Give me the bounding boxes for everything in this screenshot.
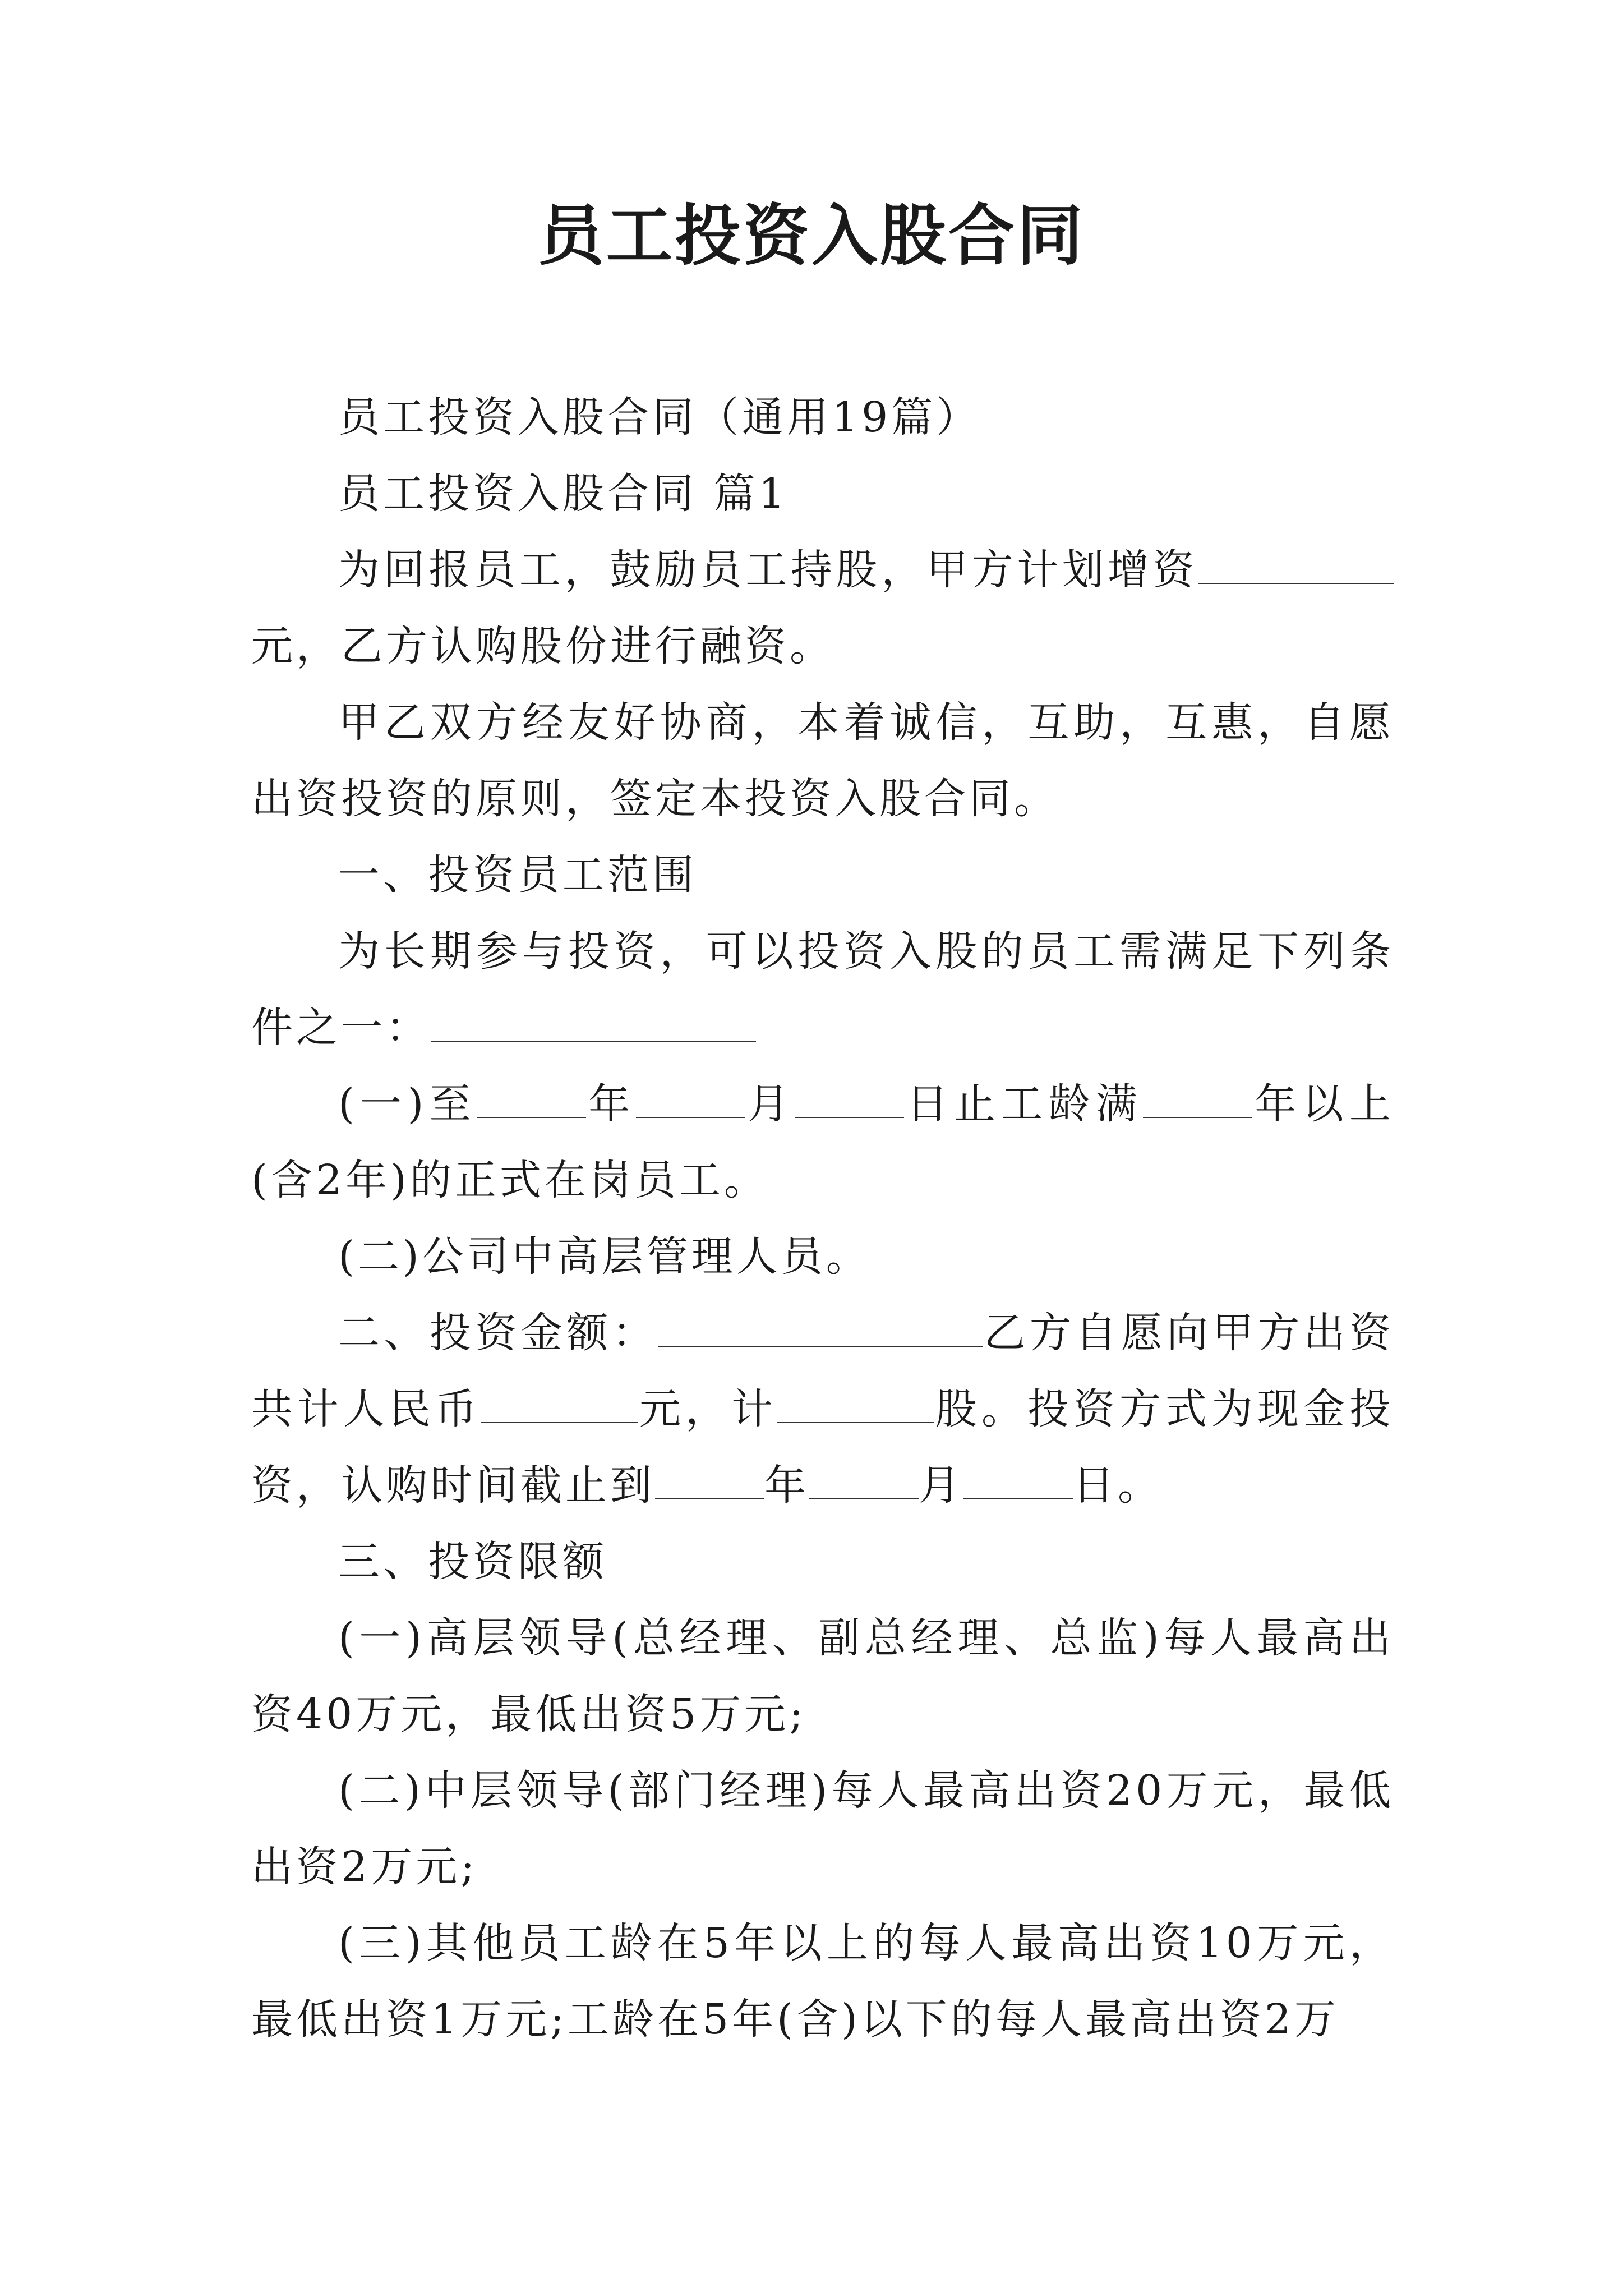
scope-condition-blank — [431, 999, 756, 1042]
amount-text-a: 二、投资金额： — [338, 1309, 658, 1357]
document-subtitle: 员工投资入股合同（通用19篇） — [338, 393, 981, 441]
deadline-day-blank — [963, 1457, 1073, 1499]
limit-3: (三)其他员工龄在5年以上的每人最高出资10万元，最低出资1万元;工龄在5年(含)以下的每人最高出资2万 — [251, 1919, 1394, 2044]
limit-2: (二)中层领导(部门经理)每人最高出资20万元，最低出资2万元; — [251, 1766, 1394, 1891]
document-title: 员工投资入股合同 — [537, 196, 1085, 274]
condition-1-text-d: 日止工龄满 — [904, 1080, 1144, 1128]
condition-1-text-b: 年 — [585, 1080, 636, 1128]
condition-1-text-e: 年以上(含2年)的正式在岗员工。 — [251, 1080, 1395, 1204]
heading-investment-limit: 三、投资限额 — [338, 1538, 607, 1586]
intro-paragraph — [251, 532, 1394, 684]
share-count-blank — [777, 1381, 934, 1423]
capital-increase-blank — [1198, 541, 1394, 584]
amount-text-b: 乙方自愿向甲方出资共计人民币 — [251, 1309, 1394, 1433]
section-heading: 员工投资入股合同 篇1 — [338, 470, 789, 518]
month-blank — [636, 1075, 745, 1118]
amount-text-d: 股。投资方式为现金投资，认购时间截止到 — [251, 1385, 1394, 1510]
amount-text-g: 日。 — [1073, 1461, 1163, 1510]
years-of-service-blank — [1143, 1075, 1252, 1118]
limit-1: (一)高层领导(总经理、副总经理、总监)每人最高出资40万元，最低出资5万元; — [251, 1614, 1394, 1738]
amount-blank — [658, 1304, 983, 1347]
deadline-month-blank — [809, 1457, 919, 1499]
rmb-amount-blank — [481, 1381, 638, 1423]
intro-text-b: 元，乙方认购股份进行融资。 — [251, 622, 834, 670]
deadline-year-blank — [655, 1457, 764, 1499]
condition-1-text-a: (一)至 — [338, 1080, 477, 1128]
condition-1-text-c: 月 — [745, 1080, 795, 1128]
day-blank — [795, 1075, 904, 1118]
scope-paragraph — [251, 913, 1394, 1066]
investment-amount-paragraph — [251, 1295, 1394, 1524]
heading-investor-scope: 一、投资员工范围 — [338, 851, 697, 899]
year-blank — [477, 1075, 586, 1118]
condition-2: (二)公司中高层管理人员。 — [338, 1232, 871, 1281]
amount-text-e: 年 — [764, 1461, 809, 1510]
intro-text-a: 为回报员工，鼓励员工持股，甲方计划增资 — [338, 546, 1198, 594]
amount-text-f: 月 — [919, 1461, 963, 1510]
scope-text: 为长期参与投资，可以投资入股的员工需满足下列条件之一： — [251, 927, 1394, 1052]
condition-1 — [251, 1066, 1394, 1218]
amount-text-c: 元，计 — [638, 1385, 777, 1433]
principle-paragraph: 甲乙双方经友好协商，本着诚信，互助，互惠，自愿出资投资的原则，签定本投资入股合同。 — [251, 698, 1394, 823]
document-body — [251, 379, 1394, 2058]
